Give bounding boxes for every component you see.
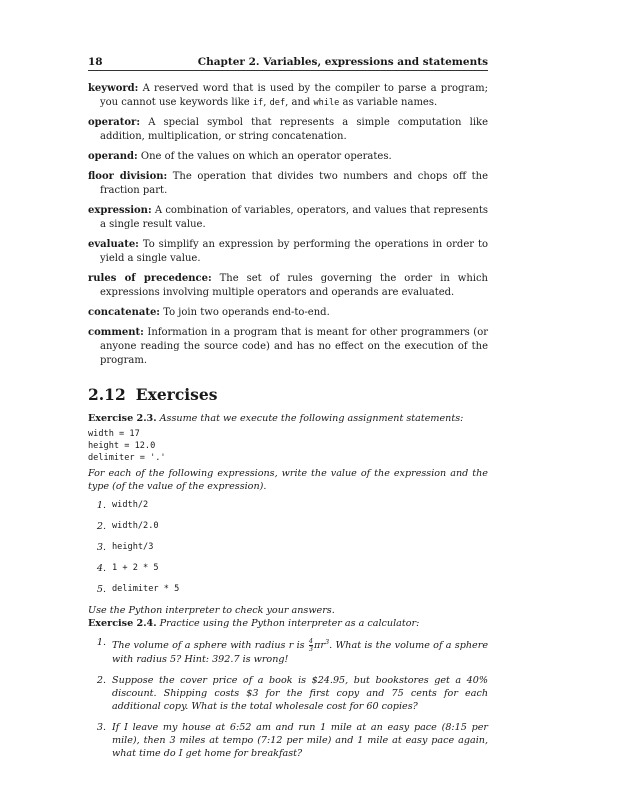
glossary-term: operator:: [88, 117, 141, 128]
item-number: 2.: [96, 675, 106, 687]
fraction-numerator: 4: [308, 637, 314, 646]
glossary-term: operand:: [88, 151, 138, 162]
item-number: 3.: [96, 722, 106, 734]
glossary-term: rules of precedence:: [88, 273, 212, 284]
glossary-definition-part: A reserved word that is used by the compiler to parse a program; you cannot use keywords like: [100, 83, 488, 108]
exercise-label: Exercise 2.4.: [88, 618, 157, 629]
item-number: 2.: [96, 521, 106, 532]
glossary-entry-keyword: [88, 82, 488, 110]
glossary-definition-part: as variable names.: [339, 97, 438, 108]
glossary-definition: To join two operands end-to-end.: [163, 307, 330, 318]
section-title: Exercises: [135, 385, 218, 404]
exercise-instruction: For each of the following expressions, write the value of the expression and the type (of the value of the expression).: [88, 468, 488, 492]
chapter-title: Chapter 2. Variables, expressions and statements: [197, 56, 488, 68]
glossary-entry-expression: [88, 204, 488, 232]
glossary-term: keyword:: [88, 83, 139, 94]
glossary-definition: A combination of variables, operators, and values that represents a single result value.: [100, 205, 488, 230]
code-line: height = 12.0: [88, 441, 156, 451]
item-number: 1.: [96, 637, 106, 648]
exercise-outro: Use the Python interpreter to check your answers.: [88, 605, 335, 616]
exercise-intro: Assume that we execute the following assignment statements:: [159, 413, 464, 424]
glossary-term: comment:: [88, 327, 144, 338]
glossary-entry-floor-division: [88, 170, 488, 198]
fraction-four-thirds: [309, 638, 313, 653]
code-keyword-if: if: [252, 98, 264, 108]
list-item: [88, 499, 488, 512]
list-item: [88, 721, 488, 760]
superscript: 3: [324, 638, 330, 646]
question-part: . What is the volume of a sphere with radius 5? Hint: 392.7 is wrong!: [112, 640, 488, 666]
code-line: delimiter = '.': [88, 453, 166, 463]
item-number: 5.: [96, 584, 106, 595]
item-expression: width/2: [112, 500, 149, 510]
item-expression: 1 + 2 * 5: [112, 563, 159, 573]
glossary-entry-concatenate: [88, 306, 488, 320]
list-item: [88, 562, 488, 575]
glossary-definition: The operation that divides two numbers and chops off the fraction part.: [100, 171, 488, 196]
glossary-definition: The set of rules governing the order in which expressions involving multiple operators and operands are evaluated.: [100, 273, 489, 298]
code-line: width = 17: [88, 429, 140, 439]
glossary: [88, 82, 488, 368]
question-text: If I leave my house at 6:52 am and run 1 mile at an easy pace (8:15 per mile), then 3 miles at tempo (7:12 per mile) and 1 mile at easy pace again, what time do I get home for breakfast?: [112, 722, 488, 760]
exercise-intro: Practice using the Python interpreter as a calculator:: [159, 618, 420, 629]
list-item: [88, 583, 488, 596]
fraction-denominator: 3: [308, 645, 314, 654]
glossary-entry-operand: [88, 150, 488, 164]
code-keyword-while: while: [313, 98, 340, 108]
glossary-term: evaluate:: [88, 239, 139, 250]
glossary-definition-part: ,: [263, 97, 270, 108]
glossary-entry-comment: [88, 326, 488, 368]
section-heading: [88, 385, 488, 404]
code-keyword-def: def: [269, 98, 286, 108]
question-part: The volume of a sphere with radius r is: [112, 640, 308, 652]
section-number: 2.12: [88, 385, 126, 404]
item-expression: width/2.0: [112, 521, 159, 531]
item-number: 3.: [96, 542, 106, 553]
item-expression: delimiter * 5: [112, 584, 180, 594]
glossary-term: concatenate:: [88, 307, 161, 318]
glossary-entry-rules-of-precedence: [88, 272, 488, 300]
exercise-heading: [88, 617, 488, 630]
code-block: [88, 428, 488, 464]
glossary-definition: A special symbol that represents a simple computation like addition, multiplication, or string concatenation.: [100, 117, 489, 142]
question-part: πr: [314, 640, 325, 652]
list-item: [88, 674, 488, 713]
running-header: [88, 56, 488, 71]
exercise-label: Exercise 2.3.: [88, 413, 157, 424]
glossary-definition-part: , and: [285, 97, 314, 108]
glossary-term: floor division:: [88, 171, 168, 182]
item-number: 4.: [96, 563, 106, 574]
exercise-2-4: [88, 617, 488, 760]
glossary-definition: One of the values on which an operator operates.: [140, 151, 392, 162]
list-item: [88, 636, 488, 666]
item-number: 1.: [96, 500, 106, 511]
exercise-heading: [88, 412, 488, 425]
list-item: [88, 520, 488, 533]
glossary-entry-operator: [88, 116, 488, 144]
exercise-2-3: [88, 412, 488, 617]
item-expression: height/3: [112, 542, 154, 552]
glossary-definition: Information in a program that is meant for other programmers (or anyone reading the source code) and has no effect on the execution of the program.: [100, 327, 489, 366]
question-text: [112, 636, 488, 666]
glossary-term: expression:: [88, 205, 152, 216]
exercise-question-list: [88, 636, 488, 760]
question-text: Suppose the cover price of a book is $24.95, but bookstores get a 40% discount. Shipping costs $3 for the first copy and 75 cents for each additional copy. What is the total wholesale cost for 60 copies?: [112, 675, 488, 713]
expression-list: [88, 499, 488, 596]
page-number: 18: [88, 56, 103, 68]
glossary-entry-evaluate: [88, 238, 488, 266]
glossary-definition: To simplify an expression by performing the operations in order to yield a single value.: [100, 239, 488, 264]
book-page: [88, 56, 488, 768]
list-item: [88, 541, 488, 554]
